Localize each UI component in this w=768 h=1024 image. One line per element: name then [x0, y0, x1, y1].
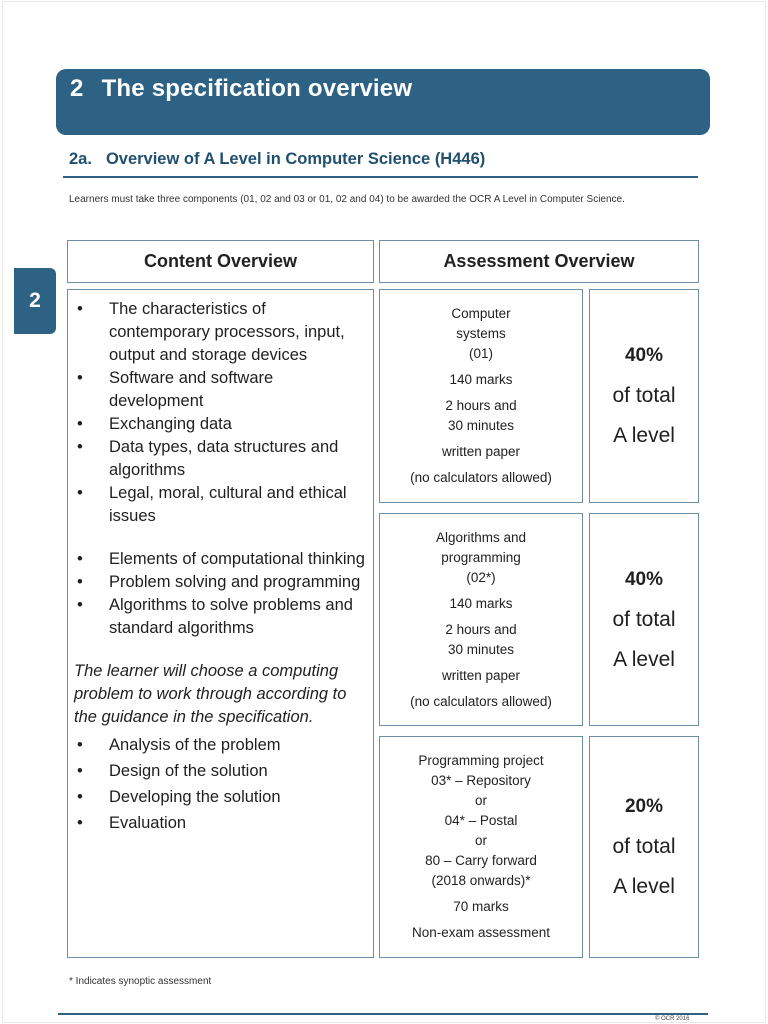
assessment-title-line: systems [456, 326, 506, 341]
list-item: • Software and software development [74, 367, 367, 413]
list-item: • Problem solving and programming [74, 571, 367, 594]
assessment-title-line: 80 – Carry forward [425, 853, 537, 868]
list-item: • Legal, moral, cultural and ethical issues [74, 482, 367, 528]
chapter-title-text: The specification overview [101, 75, 413, 102]
assessment-duration-line: 30 minutes [447, 641, 515, 657]
assessment-title-line: (01) [468, 346, 493, 361]
assessment-title-line: (2018 onwards)* [431, 873, 531, 888]
content-overview-cell [67, 289, 374, 958]
content-overview-header: Content Overview [67, 240, 374, 283]
section-heading [69, 150, 485, 169]
list-item: • Evaluation [74, 810, 367, 836]
assessment-title-line: or [474, 793, 487, 808]
assessment-marks: 140 marks [449, 595, 513, 611]
list-item: • Algorithms to solve problems and standard algorithms [74, 594, 367, 640]
list-item: • Data types, data structures and algorithms [74, 436, 367, 482]
chapter-title-bar [56, 69, 710, 135]
weighting-of-total: of total [612, 384, 676, 407]
content-group-3 [74, 660, 367, 836]
list-item: • Developing the solution [74, 784, 367, 810]
assessment-type: written paper [441, 667, 521, 683]
section-divider [63, 176, 698, 178]
assessment-title-line: programming [441, 549, 521, 565]
assessment-title-line: Programming project [418, 753, 544, 768]
learner-note: The learner will choose a computing problem to work through according to the guidance in the specification. [74, 662, 347, 726]
assessment-title-line: Computer [451, 306, 511, 321]
weighting-percent: 40% [624, 345, 664, 366]
list-item: • Exchanging data [74, 413, 367, 436]
footnote: * Indicates synoptic assessment [69, 976, 212, 987]
weighting-of-total: of total [612, 835, 676, 858]
chapter-number: 2 [70, 75, 84, 102]
content-group-1 [74, 298, 367, 528]
assessment-title-line: 03* – Repository [431, 773, 531, 788]
section-number: 2a. [69, 150, 92, 168]
assessment-duration-line: 2 hours and [445, 398, 517, 413]
weighting-cell-02 [589, 513, 699, 726]
list-item: • Analysis of the problem [74, 732, 367, 758]
weighting-level: A level [613, 875, 675, 898]
assessment-cell-02 [379, 513, 583, 726]
list-item: • Elements of computational thinking [74, 548, 367, 571]
assessment-title-line: (02*) [466, 569, 496, 585]
assessment-duration-line: 30 minutes [447, 418, 515, 433]
assessment-title-line: Algorithms and [435, 529, 527, 545]
assessment-type: Non-exam assessment [411, 925, 551, 940]
section-title: Overview of A Level in Computer Science (H446) [105, 150, 486, 168]
content-group-3-list [74, 732, 367, 836]
assessment-duration-line: 2 hours and [445, 621, 517, 637]
weighting-of-total: of total [612, 607, 676, 631]
copyright: © OCR 2016 [655, 1016, 690, 1022]
assessment-calculator-note: (no calculators allowed) [410, 470, 552, 485]
chapter-title [70, 75, 412, 103]
assessment-cell-01 [379, 289, 583, 503]
assessment-marks: 70 marks [453, 899, 509, 914]
assessment-cell-03 [379, 736, 583, 958]
weighting-percent: 20% [624, 796, 664, 817]
assessment-type: written paper [441, 444, 521, 459]
weighting-level: A level [613, 647, 675, 671]
weighting-percent: 40% [624, 568, 664, 590]
footer-divider [58, 1013, 708, 1015]
list-item: • Design of the solution [74, 758, 367, 784]
weighting-level: A level [613, 424, 675, 447]
assessment-marks: 140 marks [449, 372, 513, 387]
assessment-overview-header: Assessment Overview [379, 240, 699, 283]
assessment-title-line: or [474, 833, 487, 848]
weighting-cell-01 [589, 289, 699, 503]
assessment-calculator-note: (no calculators allowed) [410, 693, 552, 709]
content-group-2 [74, 548, 367, 640]
intro-text: Learners must take three components (01, 02 and 03 or 01, 02 and 04) to be awarded the OCR A Level in Computer Science. [69, 194, 625, 205]
side-tab: 2 [14, 268, 56, 334]
weighting-cell-03 [589, 736, 699, 958]
list-item: • The characteristics of contemporary processors, input, output and storage devices [74, 298, 367, 367]
assessment-title-line: 04* – Postal [444, 813, 518, 828]
